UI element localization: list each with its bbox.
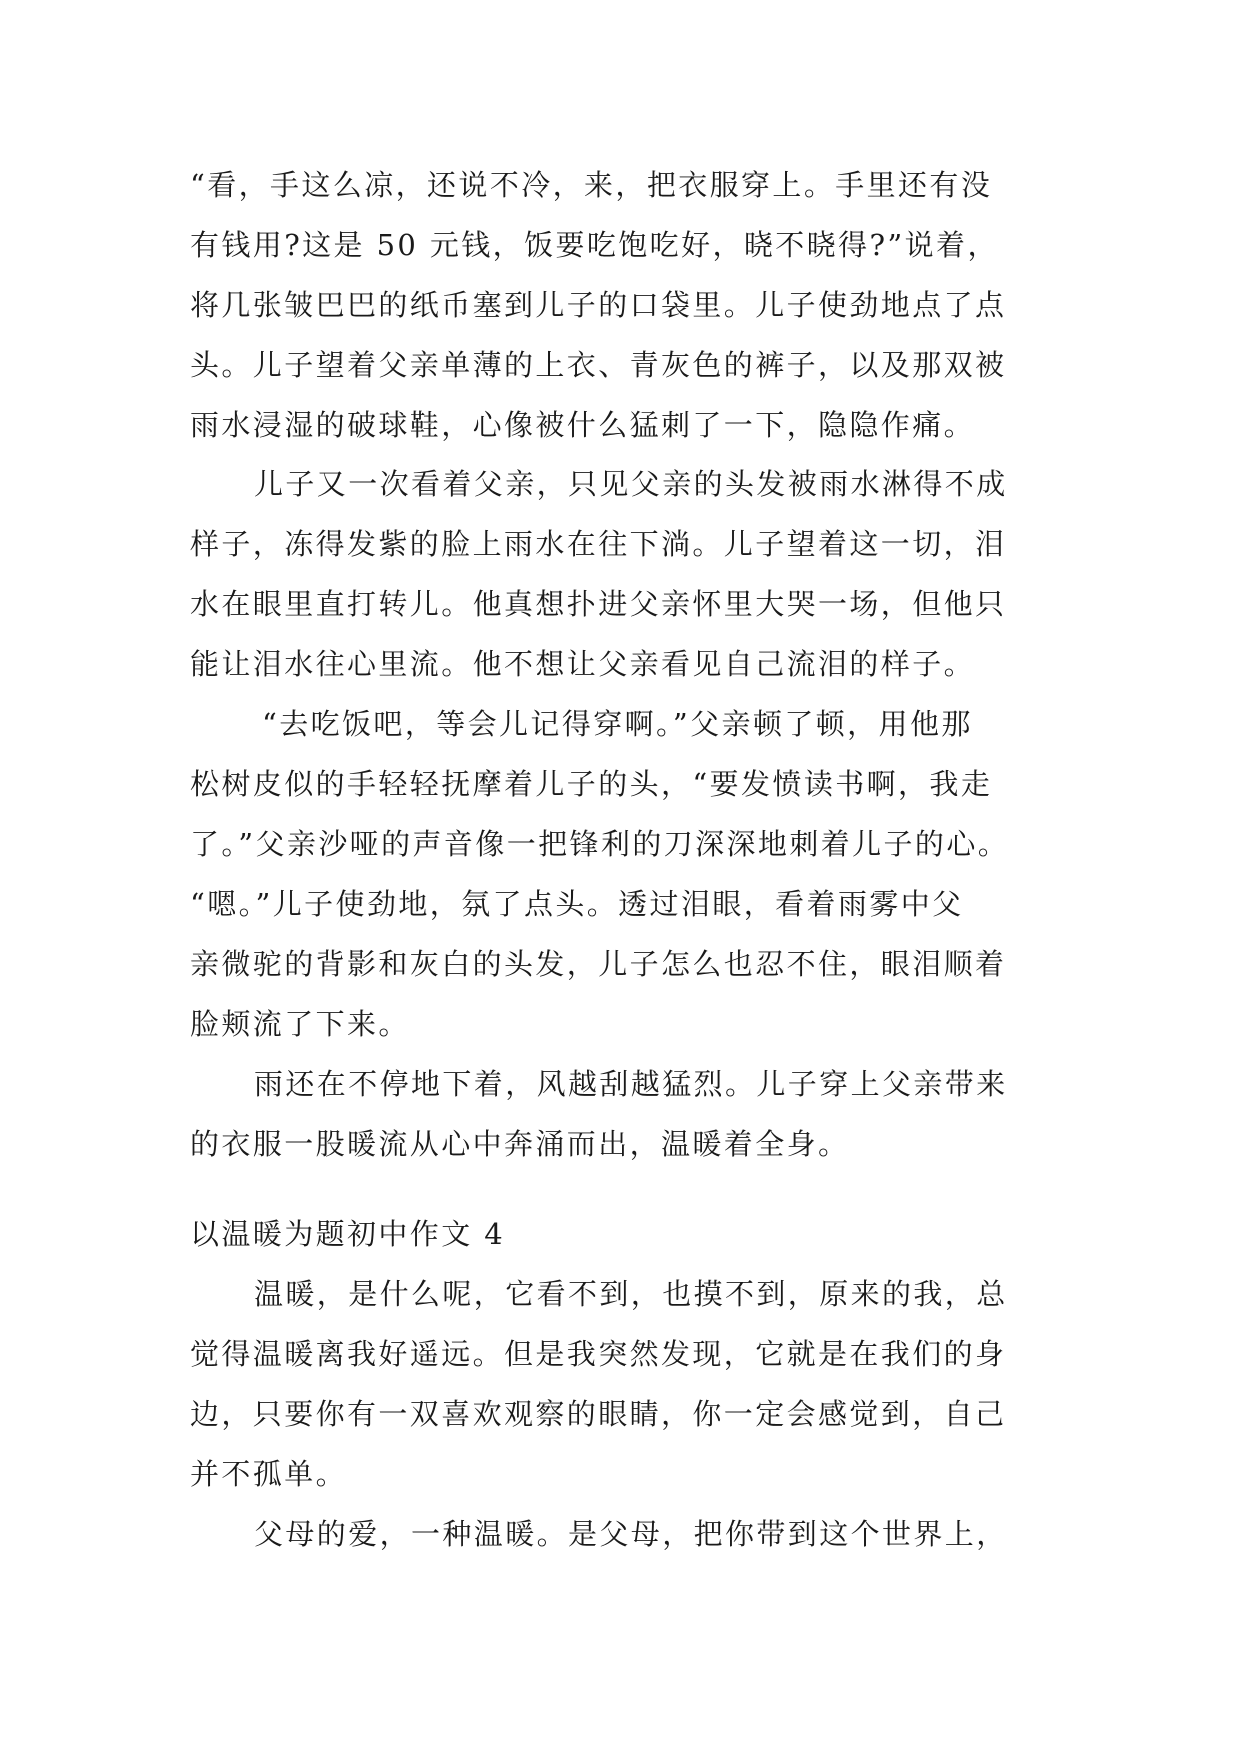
- section-heading: 以温暖为题初中作文 4: [190, 1217, 506, 1251]
- text-line: 水在眼里直打转儿。他真想扑进父亲怀里大哭一场，但他只: [190, 587, 1007, 621]
- text-line: 松树皮似的手轻轻抚摩着儿子的头，“要发愤读书啊，我走: [190, 767, 993, 801]
- text-line: “看，手这么凉，还说不冷，来，把衣服穿上。手里还有没: [190, 168, 993, 202]
- text-line: 并不孤单。: [190, 1457, 348, 1491]
- paragraph: [190, 155, 1090, 455]
- text-line: 脸颊流了下来。: [190, 1007, 410, 1041]
- text-line: 温暖，是什么呢，它看不到，也摸不到，原来的我，总: [254, 1277, 1008, 1311]
- paragraph: [190, 694, 1090, 1054]
- text-line: 雨水浸湿的破球鞋，心像被什么猛刺了一下，隐隐作痛。: [190, 408, 976, 442]
- text-line: 了。”父亲沙哑的声音像一把锋利的刀深深地刺着儿子的心。: [190, 827, 1010, 861]
- text-line: 的衣服一股暖流从心中奔涌而出，温暖着全身。: [190, 1127, 850, 1161]
- paragraph: [190, 1504, 1090, 1564]
- text-line: 有钱用?这是 50 元钱，饭要吃饱吃好，晓不晓得?”说着，: [190, 228, 999, 262]
- text-line: “嗯。”儿子使劲地，氛了点头。透过泪眼，看着雨雾中父: [190, 887, 964, 921]
- text-line: 雨还在不停地下着，风越刮越猛烈。儿子穿上父亲带来: [254, 1067, 1008, 1101]
- text-line: 亲微驼的背影和灰白的头发，儿子怎么也忍不住，眼泪顺着: [190, 947, 1007, 981]
- paragraph: [190, 1054, 1090, 1174]
- text-line: 父母的爱，一种温暖。是父母，把你带到这个世界上，: [254, 1517, 1008, 1551]
- text-line: 样子，冻得发紫的脸上雨水在往下淌。儿子望着这一切，泪: [190, 527, 1007, 561]
- text-line: 觉得温暖离我好遥远。但是我突然发现，它就是在我们的身: [190, 1337, 1007, 1371]
- text-line: 头。儿子望着父亲单薄的上衣、青灰色的裤子，以及那双被: [190, 348, 1007, 382]
- paragraph: [190, 454, 1090, 694]
- text-line: “去吃饭吧，等会儿记得穿啊。”父亲顿了顿，用他那: [262, 707, 973, 741]
- paragraph: [190, 1264, 1090, 1504]
- text-line: 儿子又一次看着父亲，只见父亲的头发被雨水淋得不成: [254, 467, 1008, 501]
- text-line: 能让泪水往心里流。他不想让父亲看见自己流泪的样子。: [190, 647, 976, 681]
- text-line: 边，只要你有一双喜欢观察的眼睛，你一定会感觉到，自己: [190, 1397, 1007, 1431]
- text-line: 将几张皱巴巴的纸币塞到儿子的口袋里。儿子使劲地点了点: [190, 288, 1007, 322]
